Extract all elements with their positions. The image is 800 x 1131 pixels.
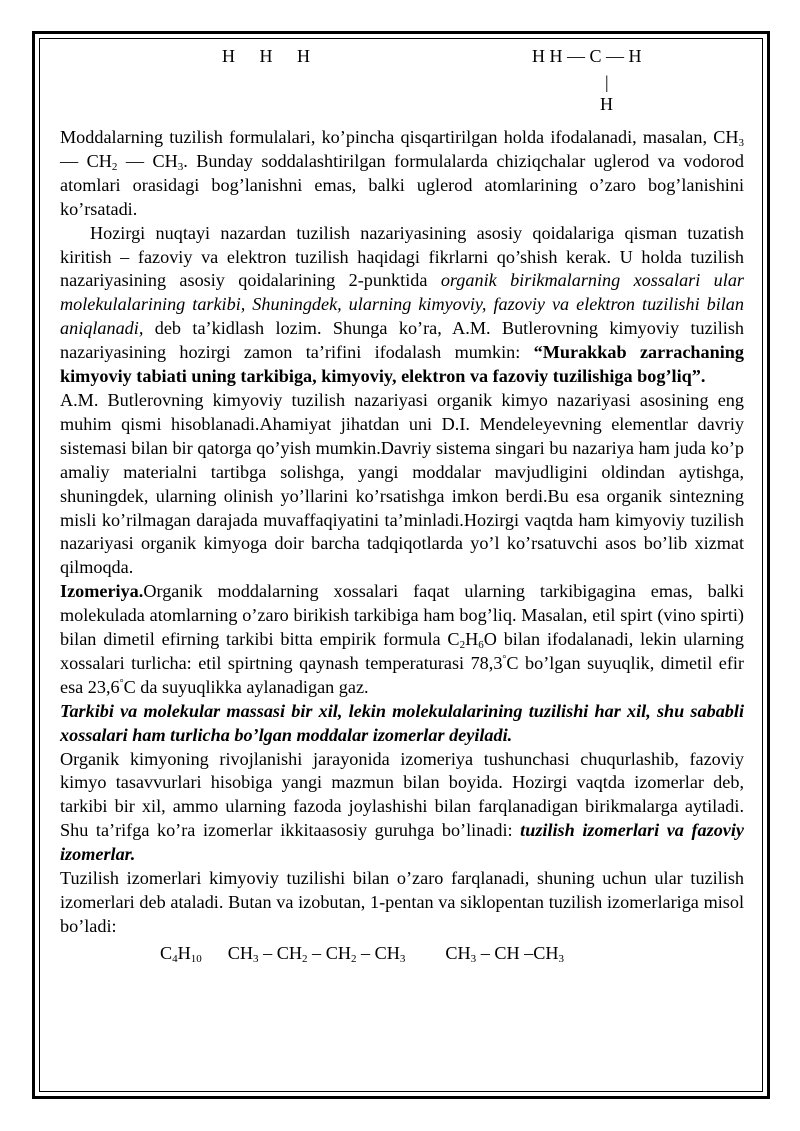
- formula-line-butane: [60, 942, 744, 966]
- bold-quote: “Murakkab zarrachaning kimyoviy tabiati uning tarkibiga, kimyoviy, elektron va fazoviy tuzilishiga bog’liq”.: [60, 342, 745, 387]
- formula-left-atoms: H H H: [222, 46, 310, 66]
- formula-bottom-atom: H: [600, 94, 613, 114]
- paragraph-structural-isomers: Tuzilish izomerlari kimyoviy tuzilishi bilan o’zaro farqlanadi, shuning uchun ular tuzilish izomerlari deb ataladi. Butan va izobutan, 1-pentan va siklopentan tuzilish izomerlariga misol bo’ladi:: [60, 868, 744, 936]
- definition-isomers: Tarkibi va molekular massasi bir xil, lekin molekulalarining tuzilishi har xil, shu sababli xossalari ham turlicha bo’lgan moddalar izomerlar deyiladi.: [60, 700, 744, 745]
- formula-isobutane-chain: $CH_3$ – CH $-CH_3$: [445, 942, 565, 965]
- formula-butane-chain: $CH_3 - CH_2 - CH_2 - CH_3$: [227, 942, 406, 965]
- document-body: [60, 126, 744, 966]
- structural-formula-top: [0, 44, 800, 124]
- formula-vertical-bond: |: [605, 72, 609, 92]
- formula-c4h10: $C_4H_{10}$: [160, 942, 202, 965]
- paragraph-isomer-groups: Organik kimyoning rivojlanishi jarayonida izomeriya tushunchasi chuqurlashib, fazoviy kimyo tasavvurlari hisobiga yangi mazmun bilan boyida. Hozirgi vaqtda izomerlar deb, tarkibi bir xil, ammo ularning fazoda joylashishi bilan farqlanadigan birikmalarga aytiladi. Shu ta’rifga ko’ra izomerlar ikkitaasosiy guruhga bo’linadi: tuzilish izomerlari va fazoviy izomerlar.: [60, 748, 744, 865]
- term-izomeriya: Izomeriya.: [60, 581, 144, 602]
- formula-right-chain: H H — C — H: [532, 46, 642, 66]
- paragraph-structure-theory: Hozirgi nuqtayi nazardan tuzilish nazariyasining asosiy qoidalariga qisman tuzatish kiritish – fazoviy va elektron tuzilish haqidagi fikrlarni qo’shish kerak. U holda tuzilish nazariyasining asosiy qoidalarining 2-punktida organik birikmalarning xossalari ular molekulalarining tarkibi, Shuningdek, ularning kimyoviy, fazoviy va elektron tuzilishi bilan aniqlanadi, deb ta’kidlash lozim. Shunga ko’ra, A.M. Butlerovning kimyoviy tuzilish nazariyasining hozirgi zamon ta’rifini ifodalash mumkin: “Murakkab zarrachaning kimyoviy tabiati uning tarkibiga, kimyoviy, elektron va fazoviy tuzilishiga bog’liq”.: [60, 222, 745, 387]
- paragraph-butlerov: A.M. Butlerovning kimyoviy tuzilish nazariyasi organik kimyo nazariyasi asosining eng muhim qismi hisoblanadi.Ahamiyat jihatdan uni D.I. Mendeleyevning elementlar davriy sistemasi bilan bir qatorga qo’yish mumkin.Davriy sistema singari bu nazariya ham juda ko’p amaliy materialni tartibga solishga, yangi moddalar mavjudligini oldindan aytishga, shuningdek, ularning olinish yo’llarini ko’rsatishga imkon berdi.Bu esa organik sintezning misli ko’rilmagan darajada muvaffaqiyatini ta’minladi.Hozirgi vaqtda ham kimyoviy tuzilish nazariyasi organik kimyoga doir barcha tadqiqotlarda yo’l ko’rsatuvchi asos bo’lib xizmat qilmoqda.: [60, 389, 744, 578]
- paragraph-condensed-formulas: Moddalarning tuzilish formulalari, ko’pincha qisqartirilgan holda ifodalanadi, masalan, $CH_3$ — $CH_2$ — $CH_3$. Bunday soddalashtirilgan formulalarda chiziqchalar uglerod va vodorod atomlari orasidagi bog’lanishni emas, balki uglerod atomlarining o’zaro bog’lanishini ko’rsatadi.: [60, 127, 745, 219]
- bold-italic-groups: tuzilish izomerlari va fazoviy izomerlar.: [60, 820, 744, 865]
- paragraph-isomerism: Izomeriya.Organik moddalarning xossalari faqat ularning tarkibigagina emas, balki molekulada atomlarning o’zaro birikish tarkibiga ham bog’liq. Masalan, etil spirt (vino spirti) bilan dimetil efirning tarkibi bitta empirik formula $C_2H_6O$ bilan ifodalanadi, lekin ularning xossalari turlicha: etil spirtning qaynash temperaturasi 78,3°C bo’lgan suyuqlik, dimetil efir esa 23,6°C da suyuqlikka aylanadigan gaz.: [60, 581, 744, 697]
- italic-emphasis: organik birikmalarning xossalari ular molekulalarining tarkibi, Shuningdek, ularning kimyoviy, fazoviy va elektron tuzilishi bilan aniqlanadi,: [60, 270, 744, 339]
